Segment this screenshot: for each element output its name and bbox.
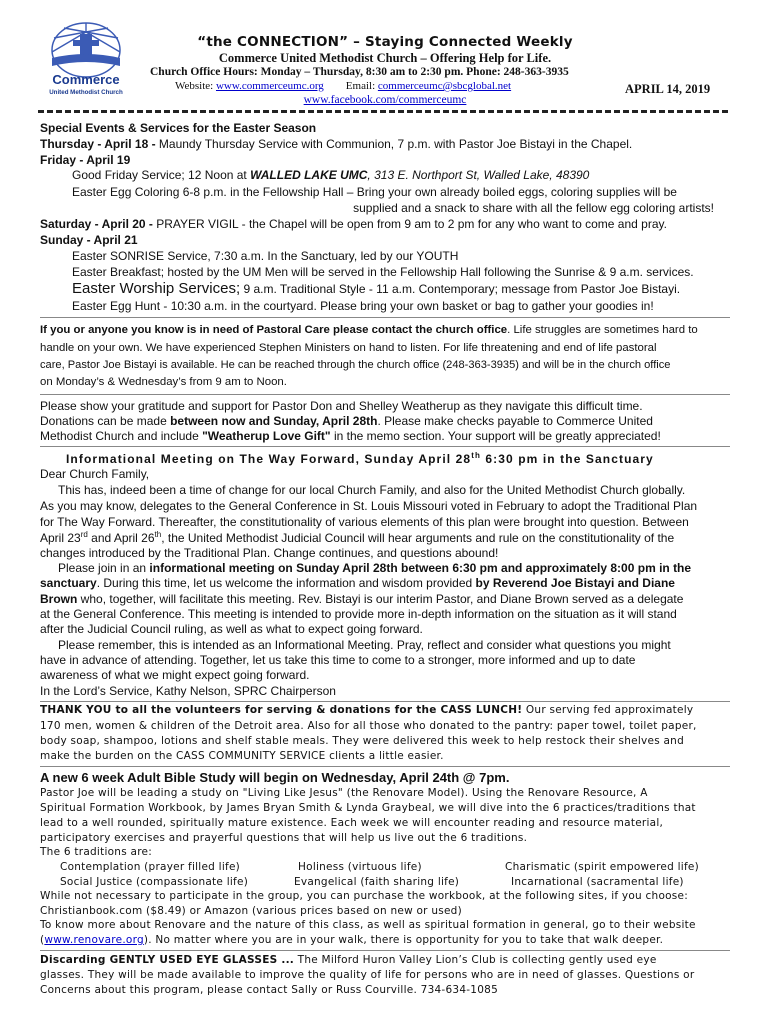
bible-study-heading: A new 6 week Adult Bible Study will begin on Wednesday, April 24th @ 7pm. bbox=[40, 770, 510, 785]
glasses-lead: Discarding GENTLY USED EYE GLASSES ... bbox=[40, 954, 295, 966]
good-friday-line bbox=[72, 168, 589, 182]
meeting-p1-line-5: changes introduced by the Traditional Plan. Change continues, and questions abound! bbox=[40, 546, 499, 560]
meeting-p2-line-3-rest: who, together, will facilitate this meeting. Rev. Bistayi is our interim Pastor, and Diane Brown served as a delegate bbox=[77, 592, 684, 606]
bible-line-1: Pastor Joe will be leading a study on "Living Like Jesus" (the Renovare Model). Using the Renovare Resource, A bbox=[40, 787, 648, 799]
meeting-p1-line-4 bbox=[40, 530, 674, 545]
cass-line-1 bbox=[40, 704, 693, 716]
section-divider bbox=[40, 950, 730, 951]
thursday-text: Maundy Thursday Service with Communion, 7 p.m. with Pastor Joe Bistayi in the Chapel. bbox=[155, 137, 633, 151]
glasses-line-2: glasses. They will be made available to improve the quality of life for persons who are in need of glasses. Questions or bbox=[40, 969, 695, 981]
meeting-p1-line-3: for The Way Forward. Thereafter, the constitutionality of various elements of this plan were brought into question. Between bbox=[40, 515, 689, 529]
meeting-p3-line-2: have in advance of attending. Together, let us take this time to come to a stronger, more informed and up to date bbox=[40, 653, 636, 667]
section-divider bbox=[40, 317, 730, 318]
thursday-line bbox=[40, 137, 632, 151]
saturday-text: PRAYER VIGIL - the Chapel will be open from 9 am to 2 pm for any who want to come and pray. bbox=[152, 217, 667, 231]
meeting-p1-line-4-b: and April 26 bbox=[87, 531, 155, 545]
bible-line-11-pre: ( bbox=[40, 934, 45, 946]
good-friday-pre: Good Friday Service; 12 Noon at bbox=[72, 168, 251, 182]
meeting-p1-line-4-c: , the United Methodist Judicial Council will hear arguments and rule on the constitutionality of the bbox=[161, 531, 675, 545]
glasses-line-3: Concerns about this program, please contact Sally or Russ Courville. 734-634-1085 bbox=[40, 984, 499, 996]
meeting-p2-line-3 bbox=[40, 592, 683, 606]
tradition-item: Incarnational (sacramental life) bbox=[511, 876, 684, 888]
bible-line-5: The 6 traditions are: bbox=[40, 846, 153, 858]
cass-line-3: body soap, shampoo, lotions and shelf stable meals. They were delivered this week to help restock their shelves and bbox=[40, 735, 684, 747]
bible-line-3: lead to a well rounded, spiritually mature existence. Each week we will encounter reading and resource material, bbox=[40, 817, 664, 829]
worship-label: Easter Worship Services; bbox=[72, 280, 241, 297]
tradition-item: Evangelical (faith sharing life) bbox=[294, 876, 460, 888]
meeting-heading-sup: th bbox=[471, 451, 481, 460]
meeting-p2-line-3-lead: Brown bbox=[40, 592, 78, 606]
bible-line-2: Spiritual Formation Workbook, by James Bryan Smith & Lynda Graybeal, we will dive into the 6 practices/traditions that bbox=[40, 802, 696, 814]
meeting-p2-line-1-pre: Please join in an bbox=[58, 561, 150, 575]
glasses-line-1-rest: The Milford Huron Valley Lion’s Club is collecting gently used eye bbox=[294, 954, 657, 966]
renovare-link[interactable]: www.renovare.org bbox=[44, 934, 144, 946]
thursday-label: Thursday - April 18 - bbox=[40, 137, 156, 151]
logo-subtitle: United Methodist Church bbox=[49, 89, 123, 96]
meeting-p2-line-4: at the General Conference. This meeting is intended to provide more in-depth information on the situation as it will stand bbox=[40, 607, 677, 621]
weatherup-line-2 bbox=[40, 414, 653, 428]
pastoral-line-1 bbox=[40, 324, 698, 336]
tradition-item: Holiness (virtuous life) bbox=[298, 861, 422, 873]
meeting-signoff: In the Lord’s Service, Kathy Nelson, SPRC Chairperson bbox=[40, 684, 336, 698]
website-link[interactable]: www.commerceumc.org bbox=[215, 80, 324, 92]
meeting-p1-line-4-a-sup: rd bbox=[80, 530, 88, 539]
egg-coloring-line-1: Easter Egg Coloring 6-8 p.m. in the Fellowship Hall – Bring your own already boiled eggs, coloring supplies will be bbox=[72, 185, 677, 199]
logo-name: Commerce bbox=[52, 72, 120, 87]
bible-line-11 bbox=[40, 934, 663, 946]
tradition-item: Social Justice (compassionate life) bbox=[60, 876, 249, 888]
cass-line-2: 170 men, women & children of the Detroit area. Also for all those who donated to the pantry: paper towel, toilet paper, bbox=[40, 720, 697, 732]
website-label: Website: bbox=[175, 80, 214, 92]
meeting-heading-time: 6:30 pm in the Sanctuary bbox=[480, 452, 654, 466]
section-divider bbox=[40, 446, 730, 447]
meeting-p2-line-2-lead: sanctuary bbox=[40, 576, 97, 590]
section-divider bbox=[40, 766, 730, 767]
cass-line-4: make the burden on the CASS COMMUNITY SERVICE clients a little easier. bbox=[40, 750, 444, 762]
good-friday-place: WALLED LAKE UMC bbox=[250, 168, 368, 182]
meeting-p3-line-3: awareness of what we might expect going forward. bbox=[40, 668, 310, 682]
tradition-item: Contemplation (prayer filled life) bbox=[60, 861, 241, 873]
meeting-p2-line-1 bbox=[58, 561, 691, 575]
newsletter-title: “the CONNECTION” – Staying Connected Weekly bbox=[197, 34, 573, 50]
pastoral-lead: If you or anyone you know is in need of Pastoral Care please contact the church office bbox=[40, 324, 508, 336]
egg-coloring-line-2: supplied and a snack to share with all the fellow egg coloring artists! bbox=[353, 201, 714, 215]
weatherup-line-2-pre: Donations can be made bbox=[40, 414, 171, 428]
church-tagline: Commerce United Methodist Church – Offering Help for Life. bbox=[218, 51, 552, 65]
bible-line-10: To know more about Renovare and the nature of this class, as well as spiritual formation in general, go to their website bbox=[40, 919, 696, 931]
sunrise-line: Easter SONRISE Service, 7:30 a.m. In the Sanctuary, led by our YOUTH bbox=[72, 249, 459, 263]
saturday-line bbox=[40, 217, 667, 231]
worship-times: 9 a.m. Traditional Style - 11 a.m. Contemporary; message from Pastor Joe Bistayi. bbox=[240, 282, 681, 296]
worship-line bbox=[72, 280, 680, 297]
meeting-p1-line-2: As you may know, delegates to the General Conference in St. Louis Missouri voted in February to adopt the Traditional Plan bbox=[40, 499, 698, 513]
cass-line-1-rest: Our serving fed approximately bbox=[522, 704, 694, 716]
facebook-line bbox=[0, 94, 770, 106]
meeting-heading-main: Informational Meeting on The Way Forward, Sunday April 28 bbox=[66, 452, 472, 466]
section-divider bbox=[40, 394, 730, 395]
saturday-label: Saturday - April 20 - bbox=[40, 217, 153, 231]
donation-deadline: between now and Sunday, April 28th bbox=[170, 414, 378, 428]
bible-line-9: Christianbook.com ($8.49) or Amazon (various prices based on new or used) bbox=[40, 905, 462, 917]
pastoral-line-2: handle on your own. We have experienced Stephen Ministers on hand to listen. For life threatening and end of life pastoral bbox=[40, 342, 657, 354]
pastoral-line-3: care, Pastor Joe Bistayi is available. He can be reached through the church office (248-363-3935) and will be in the church office bbox=[40, 359, 671, 371]
friday-label: Friday - April 19 bbox=[40, 153, 131, 167]
meeting-p2-line-2 bbox=[40, 576, 675, 590]
breakfast-line: Easter Breakfast; hosted by the UM Men will be served in the Fellowship Hall following the Sunrise & 9 a.m. services. bbox=[72, 265, 694, 279]
memo-text: "Weatherup Love Gift" bbox=[202, 429, 331, 443]
weatherup-line-3-post: in the memo section. Your support will be greatly appreciated! bbox=[330, 429, 661, 443]
meeting-p1-line-1: This has, indeed been a time of change for our local Church Family, and also for the United Methodist Church globally. bbox=[58, 483, 686, 497]
pastoral-line-4: on Monday’s & Wednesday’s from 9 am to Noon. bbox=[40, 376, 287, 388]
egg-hunt-line: Easter Egg Hunt - 10:30 a.m. in the courtyard. Please bring your own basket or bag to gather your goodies in! bbox=[72, 299, 654, 313]
meeting-heading bbox=[66, 451, 654, 466]
bible-line-11-post: ). No matter where you are in your walk, there is opportunity for you to take that walk deeper. bbox=[143, 934, 664, 946]
weatherup-line-3-pre: Methodist Church and include bbox=[40, 429, 203, 443]
cass-thanks: THANK YOU to all the volunteers for serving & donations for the CASS LUNCH! bbox=[40, 704, 523, 716]
header-divider bbox=[38, 110, 728, 113]
meeting-time: informational meeting on Sunday April 28th between 6:30 pm and approximately 8:00 pm in the bbox=[149, 561, 692, 575]
meeting-p3-line-1: Please remember, this is intended as an Informational Meeting. Pray, reflect and consider what questions you might bbox=[58, 638, 671, 652]
meeting-p2-line-2-mid: . During this time, let us welcome the information and wisdom provided bbox=[96, 576, 476, 590]
email-label: Email: bbox=[345, 80, 376, 92]
weatherup-line-3 bbox=[40, 429, 661, 443]
bible-line-4: participatory exercises and prayerful questions that will help us live out the 6 traditions. bbox=[40, 832, 528, 844]
sunday-label: Sunday - April 21 bbox=[40, 233, 138, 247]
pastoral-line-1-rest: . Life struggles are sometimes hard to bbox=[507, 324, 698, 336]
meeting-greeting: Dear Church Family, bbox=[40, 467, 150, 481]
bible-line-8: While not necessary to participate in the group, you can purchase the workbook, at the following sites, if you choose: bbox=[40, 890, 689, 902]
easter-heading: Special Events & Services for the Easter Season bbox=[40, 121, 317, 135]
glasses-line-1 bbox=[40, 954, 657, 966]
weatherup-line-2-post: . Please make checks payable to Commerce United bbox=[377, 414, 653, 428]
weatherup-line-1: Please show your gratitude and support for Pastor Don and Shelley Weatherup as they navigate this difficult time. bbox=[40, 399, 643, 413]
good-friday-address: , 313 E. Northport St, Walled Lake, 48390 bbox=[367, 168, 590, 182]
office-hours: Church Office Hours: Monday – Thursday, 8:30 am to 2:30 pm. Phone: 248-363-3935 bbox=[150, 66, 569, 78]
meeting-p2-line-5: after the Judicial Council ruling, as well as what to expect going forward. bbox=[40, 622, 423, 636]
email-link[interactable]: commerceumc@sbcglobal.net bbox=[377, 80, 512, 92]
meeting-facilitators: by Reverend Joe Bistayi and Diane bbox=[475, 576, 675, 590]
issue-date: APRIL 14, 2019 bbox=[625, 82, 711, 96]
section-divider bbox=[40, 701, 730, 702]
contact-line bbox=[175, 80, 511, 92]
meeting-p1-line-4-b-sup: th bbox=[154, 530, 162, 539]
meeting-p1-line-4-a: April 23 bbox=[40, 531, 81, 545]
facebook-link[interactable]: www.facebook.com/commerceumc bbox=[303, 94, 467, 106]
tradition-item: Charismatic (spirit empowered life) bbox=[505, 861, 699, 873]
